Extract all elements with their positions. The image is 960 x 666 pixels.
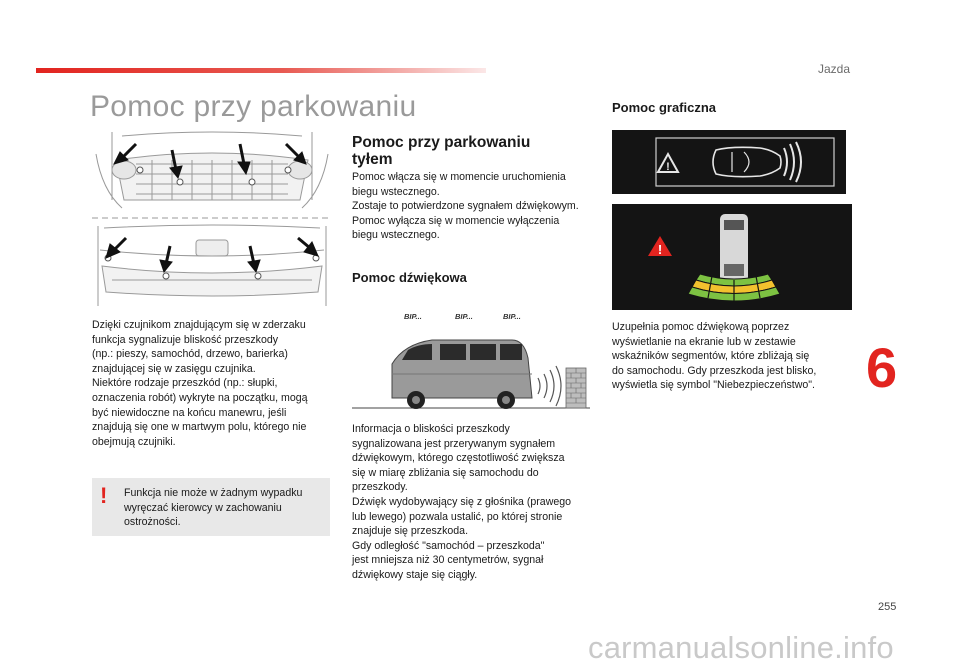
van-sound-illustration <box>352 328 590 414</box>
graphic-segments-illustration <box>612 204 852 310</box>
sound-assist-paragraph: Informacja o bliskości przeszkody sygnalizowana jest przerywanym sygnałem dźwiękowym, którego częstotliwość zwiększa się w miarę zbliżania się samochodu do przeszkody. Dźwięk wydobywający się z głośnika (prawego lub lewego) pozwala ustalić, po której stronie znajduje się przeszkoda. Gdy odległość "samochód – przeszkoda" jest mniejsza niż 30 centymetrów, sygnał dźwiękowy staje się ciągły. <box>352 423 572 581</box>
left-paragraph: Dzięki czujnikom znajdującym się w zderzaku funkcja sygnalizuje bliskość przeszkody (np.: pieszy, samochód, drzewo, barierka) znajdującej się w zasięgu czujnika. Niektóre rodzaje przeszkód (np.: słupki, oznaczenia robót) wykryte na początku, mogą być niewidoczne na końcu manewru, jeśli znajdują się one w martwym polu, którego nie obejmują czujniki. <box>92 319 308 448</box>
chapter-number: 6 <box>866 336 898 399</box>
sound-assist-heading: Pomoc dźwiękowa <box>352 270 467 285</box>
header-accent-bar <box>36 68 486 73</box>
rear-assist-paragraph: Pomoc włącza się w momencie uruchomienia biegu wstecznego. Zostaje to potwierdzone sygnałem dźwiękowym. Pomoc wyłącza się w momencie wyłączenia biegu wstecznego. <box>352 171 579 242</box>
bip-label-1: BIP... <box>404 312 422 321</box>
section-label: Jazda <box>818 62 851 76</box>
warning-exclamation-icon: ! <box>100 483 108 508</box>
page-number: 255 <box>878 601 897 613</box>
graphic-assist-heading: Pomoc graficzna <box>612 100 717 115</box>
bip-label-2: BIP... <box>455 312 473 321</box>
page-title: Pomoc przy parkowaniu <box>90 90 417 123</box>
warning-text: Funkcja nie może w żadnym wypadku wyręczać kierowcy w zachowaniu ostrożności. <box>124 487 303 529</box>
graphic-assist-paragraph: Uzupełnia pomoc dźwiękową poprzez wyświetlanie na ekranie lub w zestawie wskaźników segmentów, które zbliżają się do samochodu. Gdy przeszkoda jest blisko, wyświetla się symbol "Niebezpieczeństwo". <box>612 321 817 392</box>
dashboard-display-illustration <box>612 130 846 194</box>
rear-assist-heading-line2: tyłem <box>352 151 393 168</box>
rear-assist-heading <box>352 134 530 168</box>
bip-label-3: BIP... <box>503 312 521 321</box>
rear-assist-heading-line1: Pomoc przy parkowaniu <box>352 134 531 151</box>
watermark: carmanualsonline.info <box>588 630 894 665</box>
bumper-sensors-illustration <box>92 130 332 308</box>
svg-text:!: ! <box>657 242 663 257</box>
svg-text:!: ! <box>666 161 670 173</box>
